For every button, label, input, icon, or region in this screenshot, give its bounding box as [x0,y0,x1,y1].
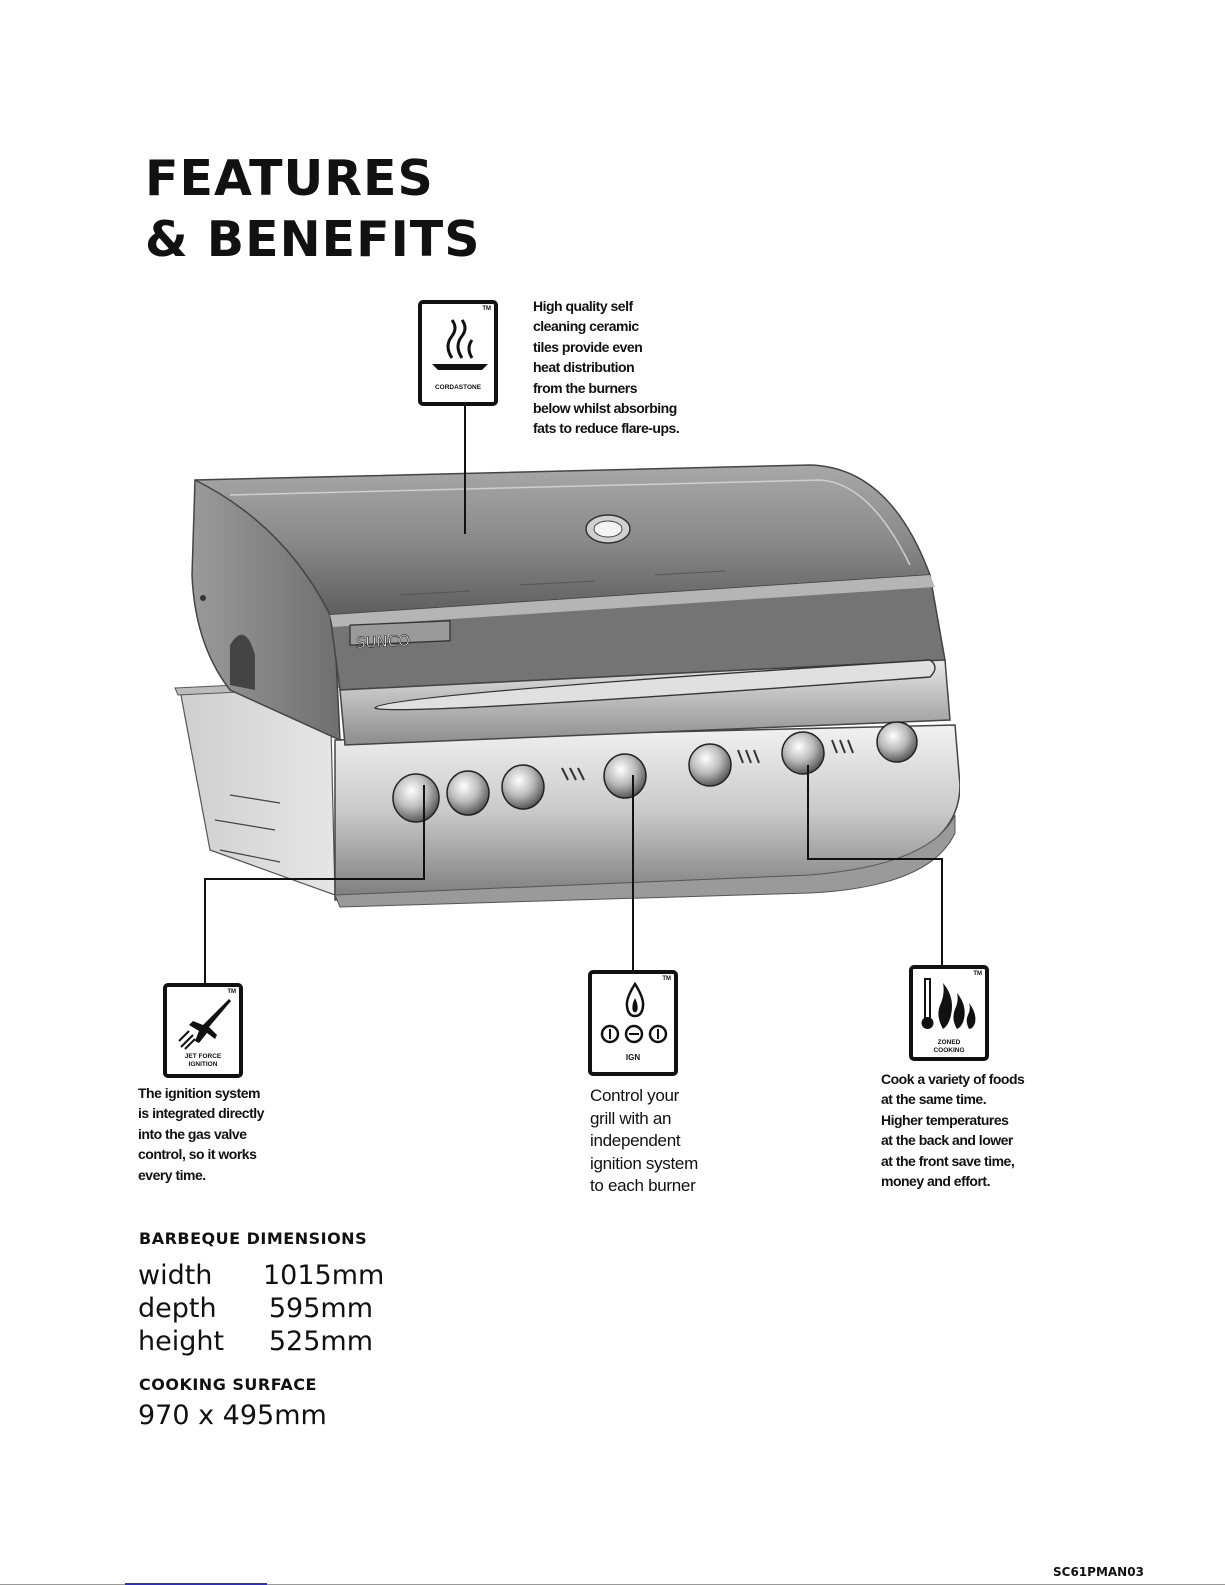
leader-line-zone-vertical [807,765,809,860]
jet-plane-icon [175,995,235,1051]
leader-line-ignition-down [204,878,206,983]
dimension-label: depth [138,1293,217,1324]
document-code: SC61PMAN03 [1053,1565,1144,1579]
badge-caption: JET FORCE IGNITION [184,1053,222,1068]
leader-line-ignition-vertical [423,785,425,880]
leader-line-zone-down [941,858,943,965]
cooking-surface-value: 970 x 495mm [138,1400,327,1431]
dimension-row-height [138,1328,373,1355]
independent-ignition-badge [588,970,678,1076]
trademark-mark: TM [662,976,671,982]
dimension-value: 525mm [268,1326,373,1357]
leader-line-zone-horizontal [807,858,943,860]
thermometer-flames-icon [919,975,981,1033]
trademark-mark: TM [482,306,491,312]
flame-icon [622,982,648,1018]
zoned-cooking-badge [909,965,989,1061]
dimensions-heading: BARBEQUE DIMENSIONS [139,1229,368,1248]
leader-line-control [632,775,634,970]
feature-ignition-text: The ignition system is integrated directly into the gas valve control, so it works every time. [138,1085,264,1183]
trademark-mark: TM [227,989,236,995]
feature-independent-control-text: Control your grill with an independent ignition system to each burner [590,1086,698,1195]
badge-caption: CORDASTONE [434,384,482,391]
jet-force-ignition-badge [163,983,243,1078]
feature-zoned-cooking-text: Cook a variety of foods at the same time. Higher temperatures at the back and lower at the front save time, money and effort. [881,1071,1025,1190]
page-title-line-2: & BENEFITS [145,211,481,268]
cordastone-badge [418,300,498,406]
page-title-line-1: FEATURES [145,150,434,207]
trademark-mark: TM [973,971,982,977]
badge-caption: IGN [625,1053,641,1062]
dimension-row-depth [138,1295,373,1322]
dimension-row-width [138,1260,385,1291]
barbeque-illustration [170,455,960,915]
leader-line-tiles [464,406,466,534]
dimension-value: 1015mm [263,1260,385,1291]
leader-line-ignition-horizontal [204,878,425,880]
dimension-value: 595mm [268,1293,373,1324]
cooking-surface-heading: COOKING SURFACE [139,1375,317,1394]
heat-waves-icon [428,314,492,374]
brand-plate-text: SUNCO [356,631,410,652]
dimension-label: width [138,1260,213,1291]
dimension-label: height [138,1326,225,1357]
burner-controls-icon [600,1022,668,1046]
feature-ceramic-tiles-text: High quality self cleaning ceramic tiles provide even heat distribution from the burners below whilst absorbing fats to reduce flare-ups. [533,298,680,437]
badge-caption: ZONED COOKING [933,1039,965,1054]
